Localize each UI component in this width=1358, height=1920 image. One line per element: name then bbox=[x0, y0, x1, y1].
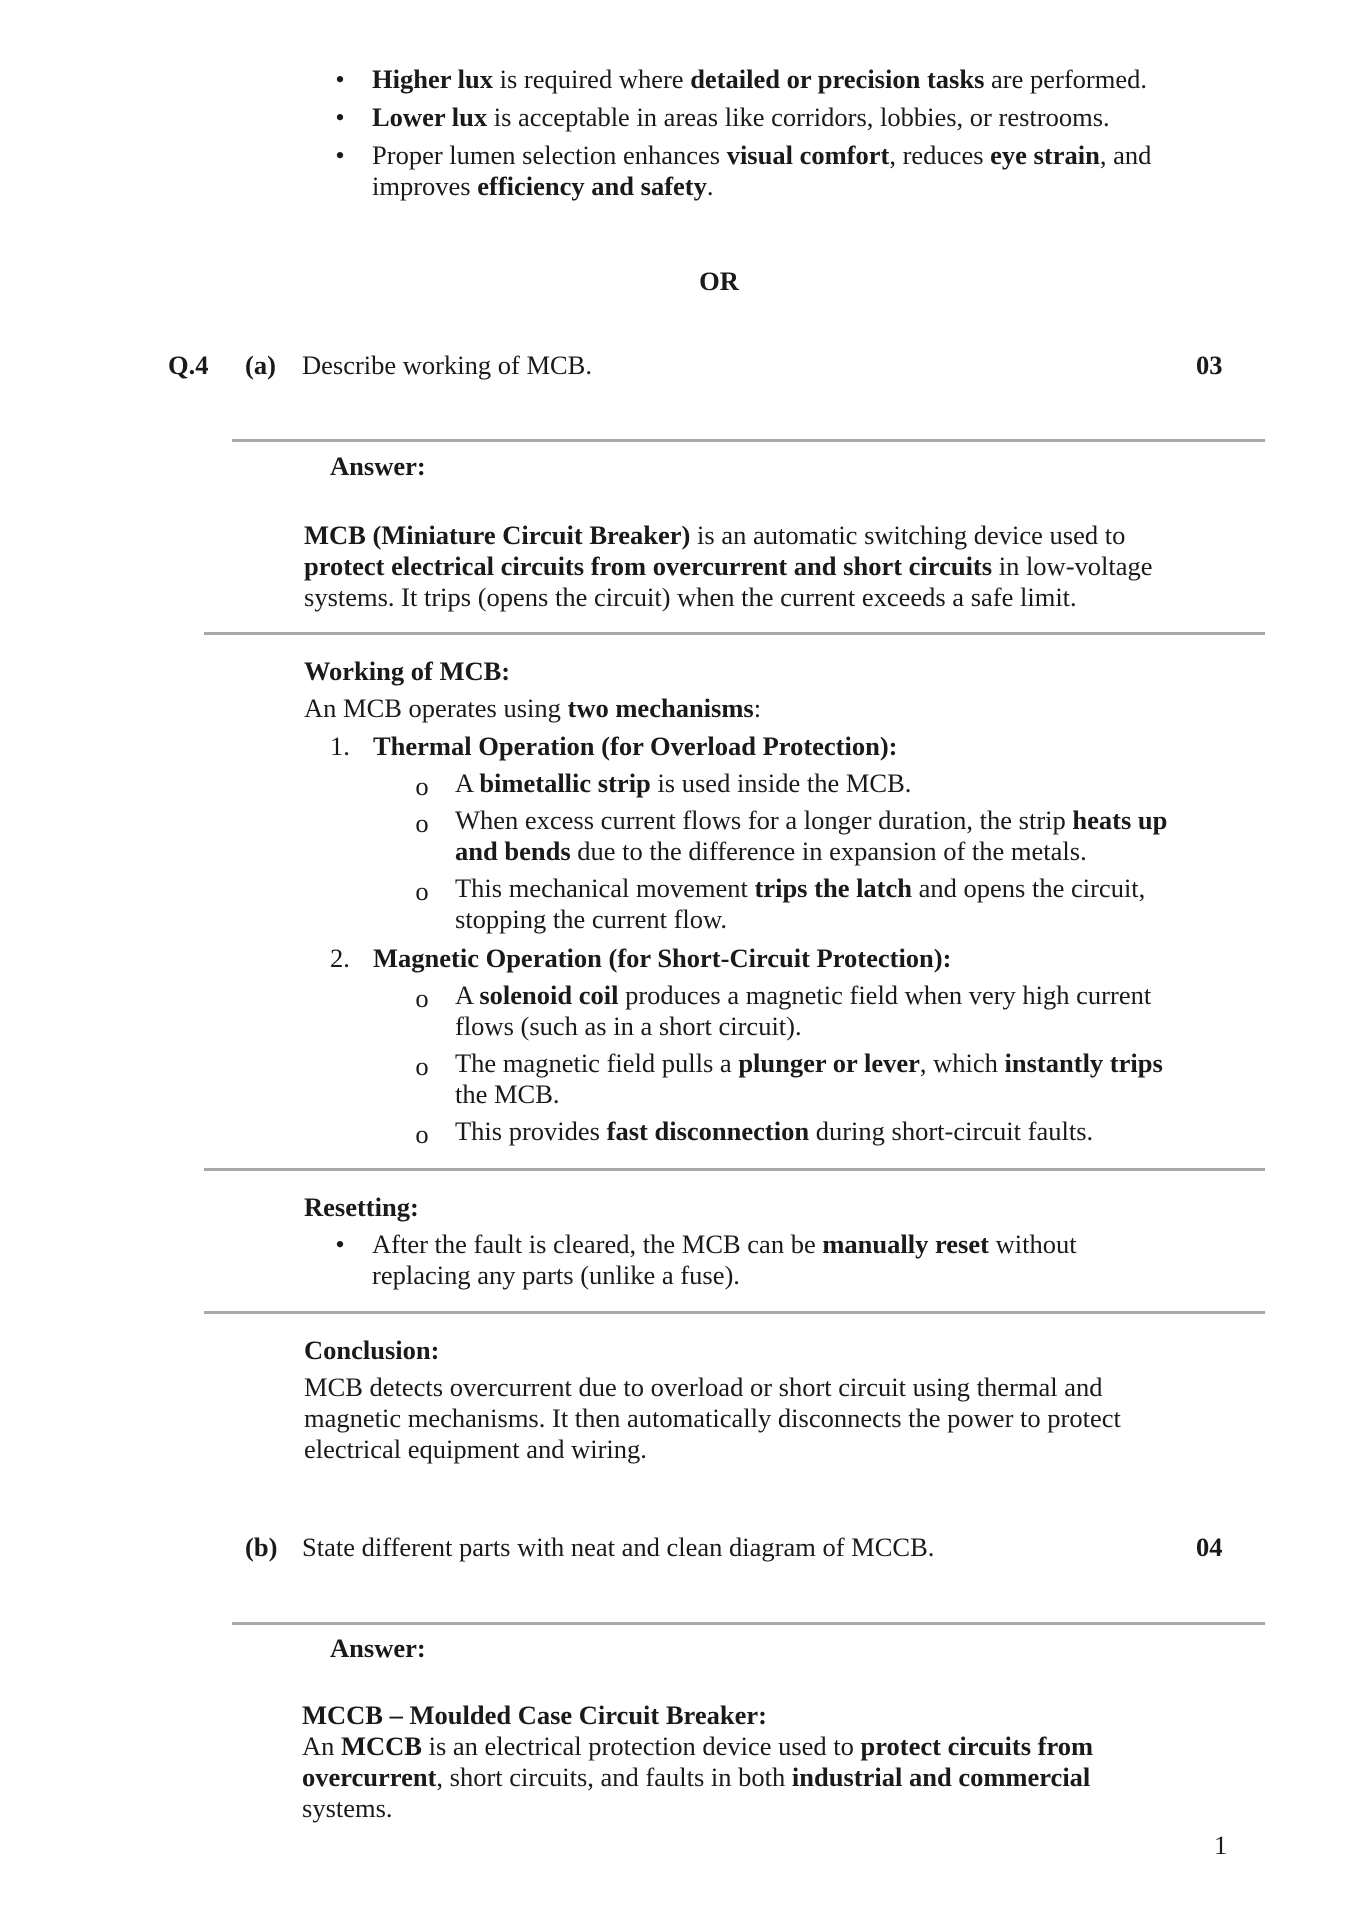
bullet-marker: • bbox=[335, 64, 345, 94]
text-run: is used inside the MCB. bbox=[650, 768, 912, 798]
conclusion-text bbox=[304, 1372, 1224, 1465]
mechanism-number: 1. bbox=[330, 731, 350, 761]
working-intro bbox=[304, 693, 1204, 724]
bold-run: MCB (Miniature Circuit Breaker) bbox=[304, 520, 691, 550]
bold-run: heats up bbox=[1072, 805, 1168, 835]
text-run: An MCB operates using bbox=[304, 693, 568, 723]
bold-run: industrial and commercial bbox=[791, 1762, 1091, 1792]
bullet-text bbox=[372, 64, 1232, 95]
text-run: the MCB. bbox=[455, 1079, 560, 1109]
sub-bullet-text bbox=[455, 1116, 1235, 1147]
divider bbox=[204, 1311, 1265, 1314]
text-run: This mechanical movement bbox=[455, 873, 755, 903]
mechanism-title: Magnetic Operation (for Short-Circuit Protection): bbox=[373, 943, 952, 973]
text-run: produces a magnetic field when very high current bbox=[618, 980, 1152, 1010]
text-run: is an automatic switching device used to bbox=[690, 520, 1126, 550]
bullet-marker: • bbox=[335, 140, 345, 170]
resetting-text bbox=[372, 1229, 1232, 1291]
bullet-text bbox=[372, 102, 1232, 133]
text-run: and opens the circuit, bbox=[912, 873, 1146, 903]
bold-run: solenoid coil bbox=[479, 980, 619, 1010]
sub-bullet-marker: o bbox=[415, 808, 429, 838]
text-run: , which bbox=[919, 1048, 1005, 1078]
mcb-intro-paragraph bbox=[304, 520, 1224, 613]
divider bbox=[232, 439, 1265, 442]
text-run: systems. It trips (opens the circuit) when the current exceeds a safe limit. bbox=[304, 582, 1077, 612]
sub-bullet-text bbox=[455, 805, 1235, 867]
bold-run: fast disconnection bbox=[606, 1116, 810, 1146]
sub-bullet-text bbox=[455, 1048, 1235, 1110]
text-run: is an electrical protection device used to bbox=[421, 1731, 861, 1761]
sub-bullet-marker: o bbox=[415, 771, 429, 801]
text-run: is required where bbox=[492, 64, 691, 94]
text-run: stopping the current flow. bbox=[455, 904, 728, 934]
text-run: due to the difference in expansion of the metals. bbox=[570, 836, 1087, 866]
text-run: , reduces bbox=[889, 140, 991, 170]
divider bbox=[204, 1168, 1265, 1171]
bullet-text bbox=[372, 140, 1232, 202]
sub-bullet-text bbox=[455, 980, 1235, 1042]
bold-run: Lower lux bbox=[372, 102, 488, 132]
text-run: in low-voltage bbox=[992, 551, 1153, 581]
text-run: are performed. bbox=[984, 64, 1147, 94]
sub-bullet-marker: o bbox=[415, 876, 429, 906]
bold-run: and bends bbox=[455, 836, 571, 866]
sub-bullet-marker: o bbox=[415, 1051, 429, 1081]
text-run: magnetic mechanisms. It then automatically disconnects the power to protect bbox=[304, 1403, 1121, 1433]
part-a-marks: 03 bbox=[1196, 350, 1223, 380]
text-run: electrical equipment and wiring. bbox=[304, 1434, 647, 1464]
page-number: 1 bbox=[1214, 1830, 1228, 1860]
bold-run: bimetallic strip bbox=[479, 768, 651, 798]
bold-run: overcurrent bbox=[302, 1762, 437, 1792]
bold-run: two mechanisms bbox=[567, 693, 754, 723]
part-b-label: (b) bbox=[245, 1532, 278, 1562]
bold-run: visual comfort bbox=[726, 140, 890, 170]
text-run: An bbox=[302, 1731, 342, 1761]
text-run: After the fault is cleared, the MCB can be bbox=[372, 1229, 823, 1259]
part-a-question: Describe working of MCB. bbox=[302, 350, 592, 380]
text-run: during short-circuit faults. bbox=[809, 1116, 1094, 1146]
bold-run: detailed or precision tasks bbox=[690, 64, 985, 94]
text-run: A bbox=[455, 980, 480, 1010]
bold-run: Higher lux bbox=[372, 64, 493, 94]
text-run: Proper lumen selection enhances bbox=[372, 140, 727, 170]
mccb-text bbox=[302, 1731, 1232, 1824]
divider bbox=[204, 632, 1265, 635]
text-run: replacing any parts (unlike a fuse). bbox=[372, 1260, 740, 1290]
text-run: is acceptable in areas like corridors, lobbies, or restrooms. bbox=[487, 102, 1110, 132]
text-run: , and bbox=[1099, 140, 1152, 170]
mccb-heading: MCCB – Moulded Case Circuit Breaker: bbox=[302, 1700, 767, 1730]
part-b-marks: 04 bbox=[1196, 1532, 1223, 1562]
bullet-marker: • bbox=[335, 102, 345, 132]
sub-bullet-marker: o bbox=[415, 1119, 429, 1149]
text-run: This provides bbox=[455, 1116, 607, 1146]
text-run: flows (such as in a short circuit). bbox=[455, 1011, 802, 1041]
text-run: improves bbox=[372, 171, 478, 201]
text-run: MCB detects overcurrent due to overload or short circuit using thermal and bbox=[304, 1372, 1103, 1402]
bullet-marker: • bbox=[335, 1229, 345, 1259]
text-run: systems. bbox=[302, 1793, 393, 1823]
working-heading: Working of MCB: bbox=[304, 656, 511, 686]
text-run: : bbox=[753, 693, 762, 723]
sub-bullet-marker: o bbox=[415, 983, 429, 1013]
part-b-question: State different parts with neat and clean diagram of MCCB. bbox=[302, 1532, 935, 1562]
mechanism-title: Thermal Operation (for Overload Protection): bbox=[373, 731, 898, 761]
text-run: . bbox=[706, 171, 714, 201]
text-run: , short circuits, and faults in both bbox=[436, 1762, 792, 1792]
mechanism-number: 2. bbox=[330, 943, 350, 973]
bold-run: protect electrical circuits from overcurrent and short circuits bbox=[304, 551, 993, 581]
conclusion-heading: Conclusion: bbox=[304, 1335, 440, 1365]
bold-run: trips the latch bbox=[754, 873, 913, 903]
or-separator: OR bbox=[699, 266, 739, 296]
sub-bullet-text bbox=[455, 768, 1235, 799]
divider bbox=[232, 1622, 1265, 1625]
bold-run: protect circuits from bbox=[860, 1731, 1094, 1761]
bold-run: instantly trips bbox=[1004, 1048, 1163, 1078]
sub-bullet-text bbox=[455, 873, 1235, 935]
text-run: When excess current flows for a longer duration, the strip bbox=[455, 805, 1073, 835]
answer-label: Answer: bbox=[330, 451, 426, 481]
text-run: The magnetic field pulls a bbox=[455, 1048, 739, 1078]
bold-run: eye strain bbox=[990, 140, 1100, 170]
bold-run: efficiency and safety bbox=[477, 171, 707, 201]
text-run: A bbox=[455, 768, 480, 798]
bold-run: manually reset bbox=[822, 1229, 989, 1259]
resetting-heading: Resetting: bbox=[304, 1192, 419, 1222]
text-run: without bbox=[988, 1229, 1077, 1259]
bold-run: MCCB bbox=[341, 1731, 422, 1761]
bold-run: plunger or lever bbox=[738, 1048, 920, 1078]
answer-label: Answer: bbox=[330, 1633, 426, 1663]
question-number: Q.4 bbox=[168, 350, 209, 380]
part-a-label: (a) bbox=[245, 350, 276, 380]
